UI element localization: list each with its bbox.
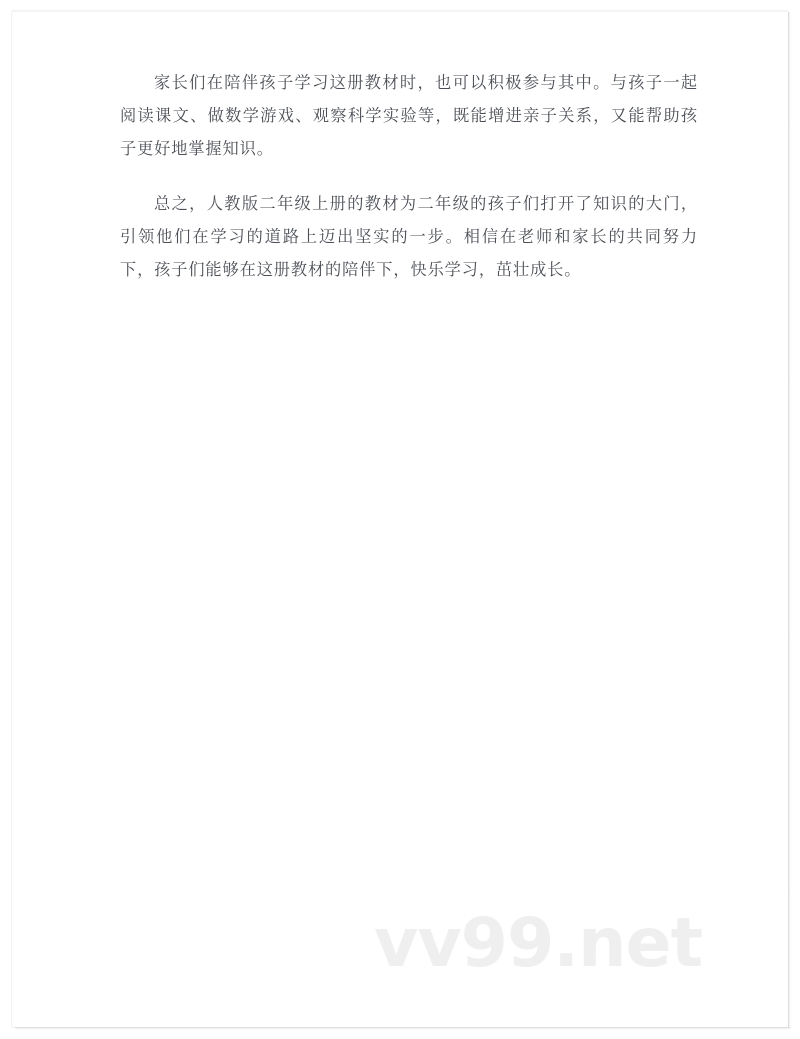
- paragraph-1: 家长们在陪伴孩子学习这册教材时，也可以积极参与其中。与孩子一起阅读课文、做数学游戏、观察科学实验等，既能增进亲子关系，又能帮助孩子更好地掌握知识。: [120, 73, 698, 158]
- paragraph-2: 总之，人教版二年级上册的教材为二年级的孩子们打开了知识的大门，引领他们在学习的道路上迈出坚实的一步。相信在老师和家长的共同努力下，孩子们能够在这册教材的陪伴下，快乐学习，茁壮成长。: [120, 194, 698, 279]
- document-body: [120, 66, 698, 308]
- page-shadow-bottom: [15, 1027, 791, 1030]
- page-shadow-right: [788, 12, 791, 1027]
- watermark-text: vv99.net: [374, 904, 703, 983]
- document-page: [12, 12, 788, 1027]
